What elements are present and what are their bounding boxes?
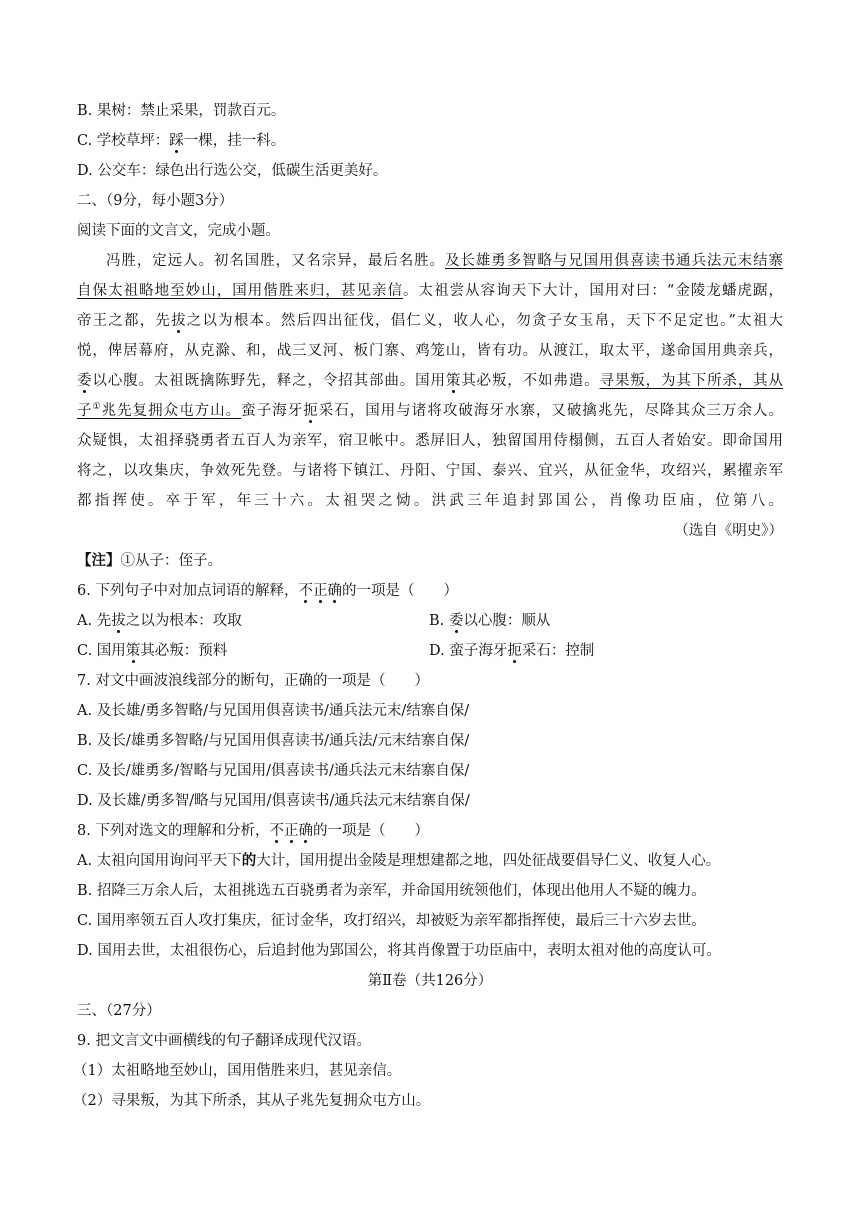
option-b-prev: B. 果树：禁止采果，罚款百元。 [77, 103, 286, 119]
text: 6. 下列句子中对加点词语的解释， [77, 583, 299, 599]
note-text: ①从子：侄子。 [120, 553, 222, 569]
text: A. 太祖向国用询问平天下 [77, 853, 242, 869]
text: B. [429, 613, 449, 629]
wavy-underlined-text: 自保 [77, 283, 109, 299]
text: 。太祖尝从容询天下大计，国用对曰：“金陵龙蟠虎踞， [403, 283, 784, 299]
text: 之以为根本：攻取 [125, 613, 242, 629]
q7-option-a: A. 及长雄/勇多智略/与兄国用俱喜读书/通兵法元末/结寨自保/ [77, 703, 470, 719]
q6-option-a [77, 613, 242, 629]
dotted-char: 拔 [111, 613, 126, 629]
q9-sentence-2: （2）寻果叛，为其下所杀，其从子兆先复拥众屯方山。 [73, 1093, 431, 1109]
dotted-char: 委 [77, 373, 93, 389]
underlined-sentence-1: 太祖略地至妙山，国用偕胜来归，甚见亲信 [108, 283, 404, 299]
text: 采石，国用与诸将攻破海牙水寨，又破擒兆先，尽降其众三万余人。 [318, 403, 784, 419]
q7-option-b: B. 及长/雄勇多智略/与兄国用俱喜读书/通兵法/元末结寨自保/ [77, 733, 470, 749]
wavy-underlined-text: 及长雄勇多智略与兄国用俱喜读书通兵法元末结寨 [444, 253, 783, 269]
text: 采石：控制 [521, 643, 595, 659]
text: 的一项是（ ） [341, 583, 458, 599]
text: 的一项是（ ） [312, 823, 429, 839]
section-2-instruction: 阅读下面的文言文，完成小题。 [77, 223, 280, 239]
passage-source: （选自《明史》） [674, 523, 783, 539]
passage-line-8: 将之，以攻集庆，争效死先登。与诸将下镇江、丹阳、宁国、泰兴、宜兴，从征金华，攻绍兴，累擢亲军 [77, 463, 783, 479]
text: 蛮子海牙 [241, 403, 304, 419]
text: 冯胜，定远人。初名国胜，又名宗异，最后名胜。 [106, 253, 445, 269]
bold-char: 的 [241, 852, 257, 869]
text: 帝王之都，先 [77, 313, 172, 329]
underlined-sentence-2-cont [77, 403, 241, 419]
q7-option-d: D. 及长雄/勇多智/略与兄国用/俱喜读书/通兵法元末结寨自保/ [77, 793, 470, 809]
dotted-word: 不正确 [269, 823, 313, 839]
text: 8. 下列对选文的理解和分析， [77, 823, 270, 839]
text: 以心腹：顺从 [463, 613, 551, 629]
text: 兆先复拥众屯方山。 [101, 403, 242, 419]
passage-line-1 [106, 250, 783, 272]
section-3-heading: 三、（27分） [77, 1003, 161, 1019]
passage-line-2 [77, 280, 783, 302]
option-d-prev: D. 公交车：绿色出行选公交，低碳生活更美好。 [77, 163, 388, 179]
text: 其必叛：预料 [140, 643, 228, 659]
note-label: 【注】 [77, 552, 121, 569]
text: 一棵，挂一科。 [183, 133, 286, 149]
section-2-heading: 二、（9分，每小题3分） [77, 193, 234, 209]
q8-option-b: B. 招降三万余人后，太祖挑选五百骁勇者为亲军，并命国用统领他们，体现出他用人不疑的魄力。 [77, 883, 706, 899]
passage-line-7: 众疑惧，太祖择骁勇者五百人为亲军，宿卫帐中。悉屏旧人，独留国用侍榻侧，五百人者始安。即命国用 [77, 433, 783, 449]
underlined-sentence-2: 寻果叛，为其下所杀，其从 [599, 373, 784, 389]
passage-line-6 [77, 400, 783, 422]
question-8-stem [77, 820, 429, 842]
q6-option-c [77, 643, 227, 659]
text: 以心腹。太祖既擒陈野先，释之，令招其部曲。国用 [92, 373, 446, 389]
q8-option-a [77, 850, 720, 872]
dotted-char: 扼 [507, 643, 522, 659]
q6-option-d [429, 640, 594, 662]
text: 大计，国用提出金陵是理想建都之地，四处征战要倡导仁义、收复人心。 [256, 853, 721, 869]
text: C. 学校草坪： [77, 133, 170, 149]
passage-line-9: 都指挥使。卒于军，年三十六。太祖哭之恸。洪武三年追封郢国公，肖像功臣庙，位第八。 [77, 493, 783, 509]
question-6-stem [77, 580, 458, 602]
text: D. 蛮子海牙 [429, 643, 508, 659]
text: A. 先 [77, 613, 112, 629]
dotted-char: 委 [448, 613, 464, 629]
question-7-stem: 7. 对文中画波浪线部分的断句，正确的一项是（ ） [77, 673, 429, 689]
dotted-char: 策 [125, 643, 141, 659]
option-c-prev [77, 130, 285, 152]
dotted-char: 策 [445, 373, 462, 389]
question-9-stem: 9. 把文言文中画横线的句子翻译成现代汉语。 [77, 1033, 371, 1049]
passage-line-5 [77, 370, 783, 392]
text: 其必叛，不如弗遣。 [461, 373, 600, 389]
passage-line-4: 悦，俾居幕府，从克滁、和，战三叉河、板门寨、鸡笼山，皆有功。从渡江，取太平，遂命国用典亲兵， [77, 343, 783, 359]
dotted-char: 拔 [171, 313, 187, 329]
q6-option-b [429, 610, 550, 632]
text: 之以为根本。然后四出征伐，倡仁义，收人心，勿贪子女玉帛，天下不足定也。”太祖大 [186, 313, 784, 329]
q8-option-d: D. 国用去世，太祖很伤心，后追封他为郢国公，将其肖像置于功臣庙中，表明太祖对他的高度认可。 [77, 943, 721, 959]
footnote-marker: ① [92, 402, 102, 413]
footnote [77, 550, 222, 572]
dotted-char: 扼 [303, 403, 319, 419]
dotted-char: 踩 [169, 133, 184, 149]
q9-sentence-1: （1）太祖略地至妙山，国用偕胜来归，甚见亲信。 [73, 1063, 402, 1079]
q8-option-c: C. 国用率领五百人攻打集庆，征讨金华，攻打绍兴，却被贬为亲军都指挥使，最后三十六岁去世。 [77, 913, 706, 929]
volume-2-title: 第Ⅱ卷（共126分） [367, 973, 493, 989]
dotted-word: 不正确 [298, 583, 342, 599]
q7-option-c: C. 及长/雄勇多/智略与兄国用/俱喜读书/通兵法元末结寨自保/ [77, 763, 470, 779]
text: 子 [77, 403, 93, 419]
text: C. 国用 [77, 643, 126, 659]
question-6-options-cd [77, 640, 783, 662]
passage-line-3 [77, 310, 783, 332]
question-6-options-ab [77, 610, 783, 632]
